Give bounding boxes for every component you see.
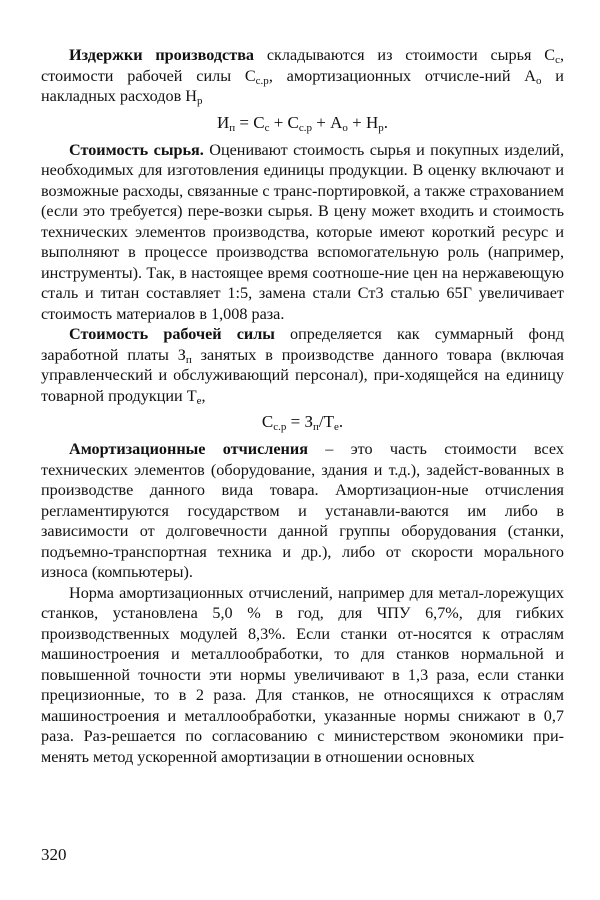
term-labor-cost: Стоимость рабочей силы — [69, 325, 275, 343]
paragraph-raw-material-cost: Стоимость сырья. Оценивают стоимость сырья и покупных изделий, необходимых для изготовления единицы продукции. В оценку включают и возможные расходы, связанные с транс-портировкой, а также страхованием (если это требуется) пере-возки сырья. В цену может входить и стоимость технических элементов производства, которые имеют короткий ресурс и выполняют в процессе производства вспомогательную роль (например, инструменты). Так, в настоящее время соотноше-ние цен на нержавеющую сталь и титан составляет 1:5, замена стали Ст3 сталью 65Г увеличивает стоимость материалов в 1,008 раза. — [41, 140, 564, 323]
term-production-costs: Издержки производства — [69, 46, 255, 64]
formula-labor-cost: $С_{с.р} = З_п/Т_е$. — [261, 412, 344, 433]
paragraph-labor-cost: Стоимость рабочей силы определяется как суммарный фонд заработной платы $З_п$ занятых в производстве данного товара (включая управленческий и обслуживающий персонал), при-ходящейся на единицу товарной продукции $Т_е$, — [41, 325, 564, 407]
term-depreciation: Амортизационные отчисления — [69, 440, 308, 458]
paragraph-depreciation-rate: Норма амортизационных отчислений, например для метал-лорежущих станков, установлена 5,0 % в год, для ЧПУ 6,7%, для гибких производственных модулей 8,3%. Если станки от-носятся к отраслям машиностроения и металлообработки, то для станков нормальной и повышенной точности эти нормы увеличивают в 1,3 раза, если станки прецизионные, то в 2 раза. Для станков, не относящихся к отраслям машиностроения и металлообработки, указанные нормы снижают в 0,7 раза. Раз-решается по согласованию с министерством экономики при-менять метод ускоренной амортизации в отношении основных — [41, 583, 564, 766]
page-body — [41, 45, 564, 767]
page-number: 320 — [41, 845, 67, 864]
term-raw-material-cost: Стоимость сырья. — [69, 140, 204, 159]
paragraph-depreciation: Амортизационные отчисления – это часть стоимости всех технических элементов (оборудование, здания и т.д.), задейст-вованных в производстве данного вида товара. Амортизацион-ные отчисления регламентируются государством и устанавли-ваются им либо в зависимости от долговечности данной группы оборудования (станки, подъемно-транспортная техника и др.), либо от скорости морального износа (компьютеры). — [41, 440, 564, 581]
formula-production-costs: $И_п = С_с + С_{с.р} + А_о + Н_р$. — [216, 112, 389, 134]
paragraph-production-costs: Издержки производства складываются из стоимости сырья $С_с$, стоимости рабочей силы $С_{с.р}$, амортизационных отчисле-ний $А_о$ и накладных расходов $Н_р$ — [41, 46, 564, 107]
